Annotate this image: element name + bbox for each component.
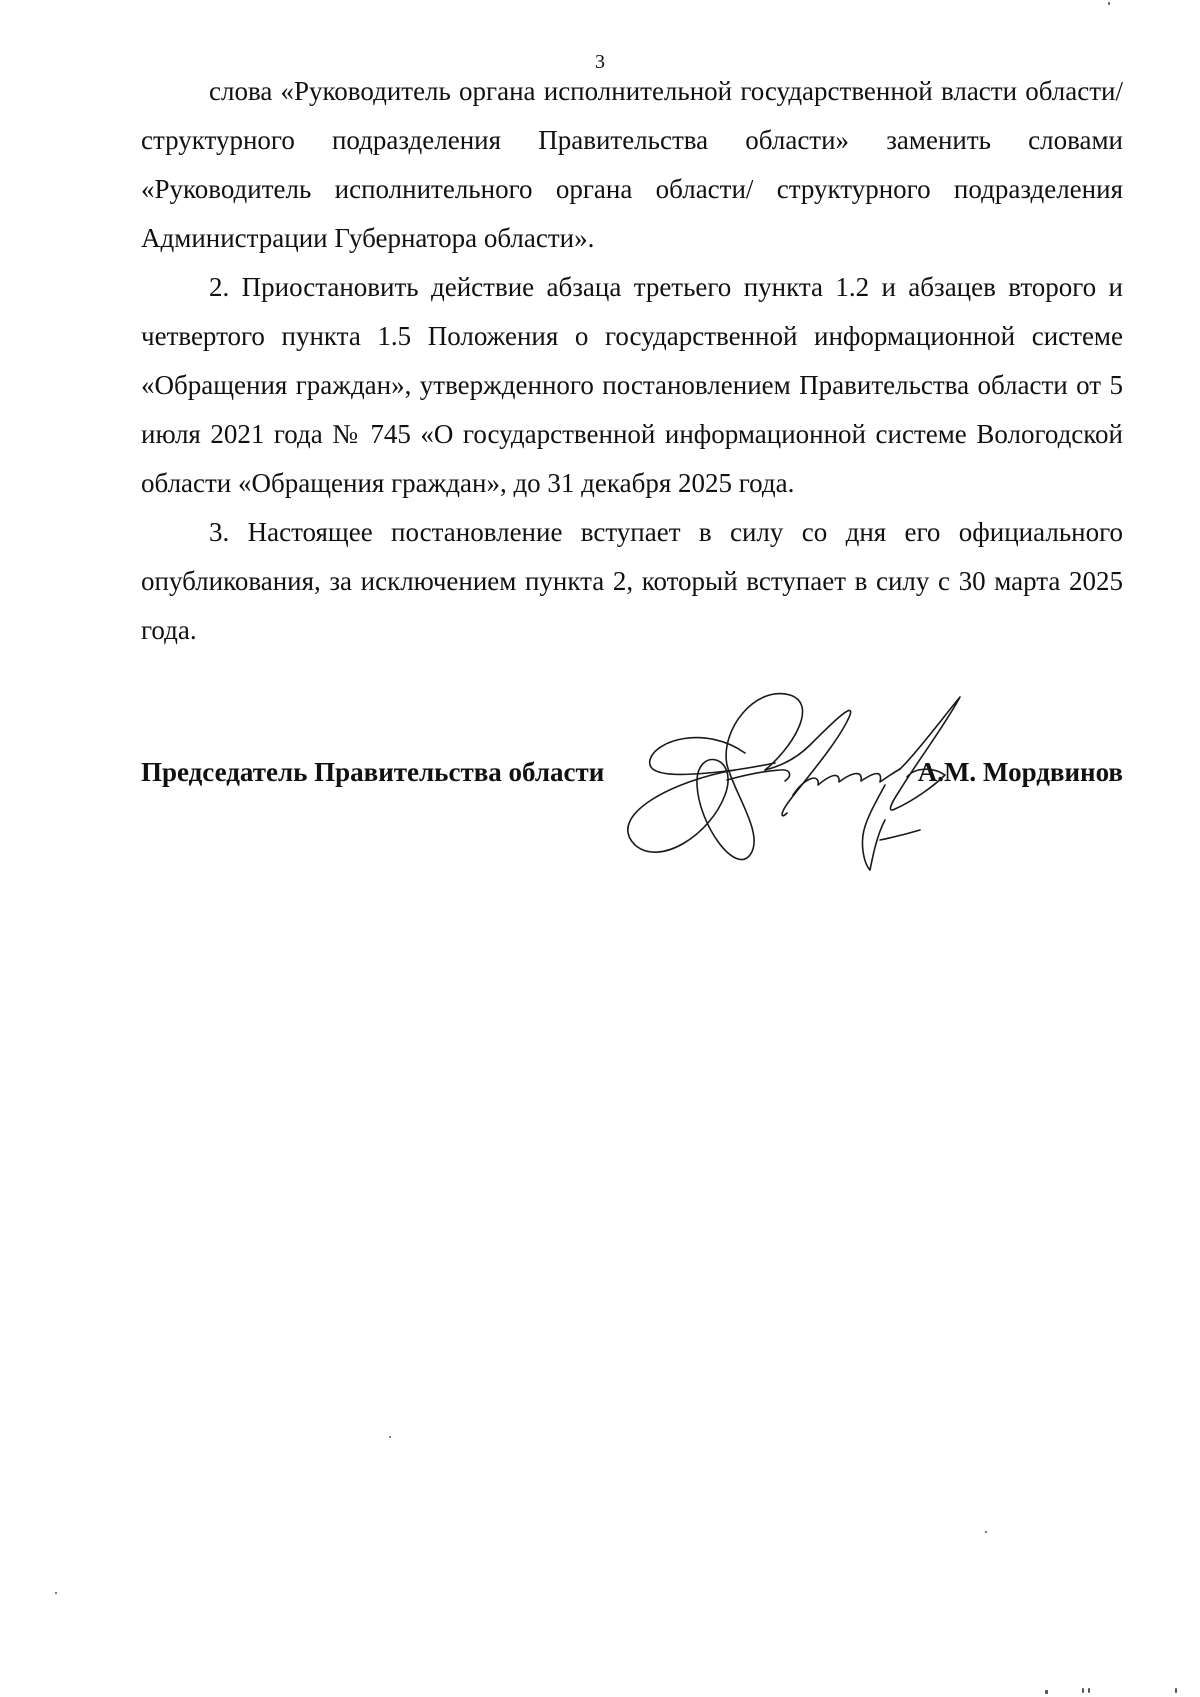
paragraph-item-2: 2. Приостановить действие абзаца третьего пункта 1.2 и абзацев второго и четвертого пункта 1.5 Положения о государственной информационной системе «Обращения граждан», утвержденного постановлением Правительства области от 5 июля 2021 года № 745 «О государственной информационной системе Вологодской области «Обращения граждан», до 31 декабря 2025 года.: [141, 272, 1123, 498]
scan-speck: [985, 1531, 987, 1533]
scan-speck: [1088, 1688, 1090, 1693]
scan-speck: [55, 1592, 57, 1594]
page-number: 3: [595, 51, 605, 73]
scan-speck: [1175, 1688, 1177, 1693]
signatory-name: А.М. Мордвинов: [917, 757, 1123, 787]
scan-speck: [389, 1436, 391, 1438]
handwritten-signature: [615, 685, 990, 885]
paragraph-amendment-wording: слова «Руководитель органа исполнительной государственной власти области/ структурного подразделения Правительства области» заменить словами «Руководитель исполнительного органа области/ структурного подразделения Администрации Губернатора области».: [141, 76, 1123, 253]
signatory-position: Председатель Правительства области: [141, 757, 605, 787]
scan-speck: [1108, 2, 1110, 5]
scan-speck: [1045, 1690, 1048, 1694]
paragraph-item-3: 3. Настоящее постановление вступает в силу со дня его официального опубликования, за исключением пункта 2, который вступает в силу с 30 марта 2025 года.: [141, 517, 1123, 645]
scan-speck: [1082, 1688, 1084, 1693]
document-body: [141, 67, 1123, 655]
